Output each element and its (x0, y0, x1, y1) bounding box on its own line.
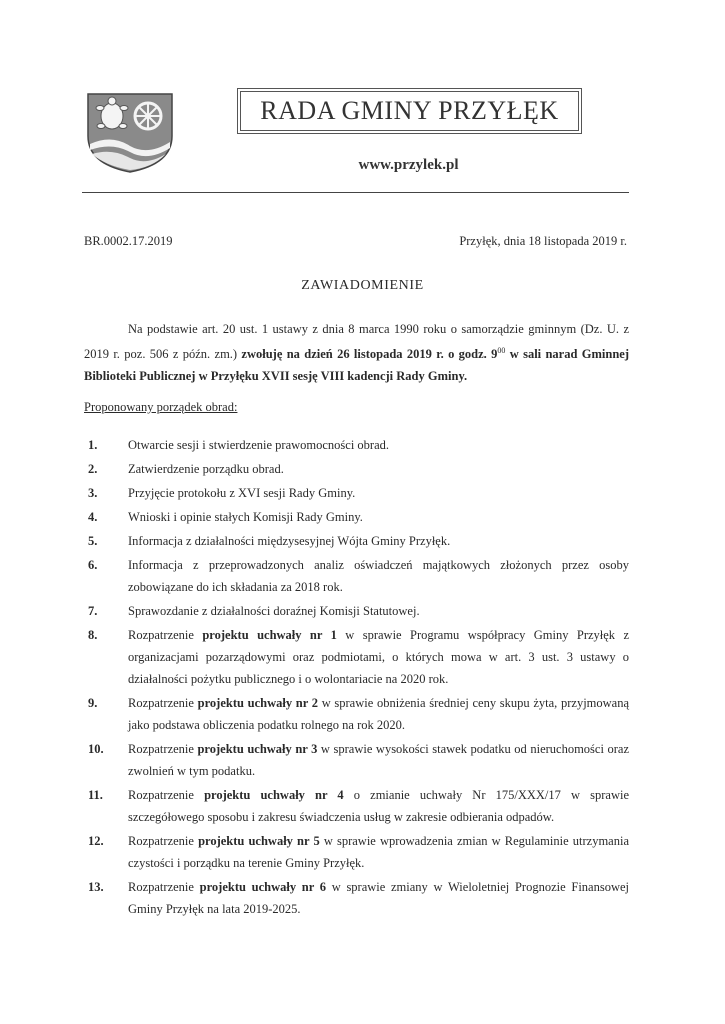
place-date: Przyłęk, dnia 18 listopada 2019 r. (459, 234, 627, 248)
agenda-item-text (128, 830, 629, 874)
agenda-item-post: w sprawie obniżenia średniej ceny skupu żyta, przyjmowaną jako podstawa obliczenia podatku rolnego na rok 2020. (128, 696, 630, 732)
agenda-item-bold: projektu uchwały nr 4 (204, 788, 344, 802)
agenda-item (84, 530, 629, 552)
header-divider (82, 192, 629, 193)
agenda-item-number: 13. (88, 880, 104, 894)
agenda-item-number: 12. (88, 834, 104, 848)
agenda-item-pre: Informacja z działalności międzysesyjnej Wójta Gminy Przyłęk. (128, 534, 451, 548)
agenda-item-pre: Zatwierdzenie porządku obrad. (128, 462, 284, 476)
intro-superscript: 00 (497, 346, 506, 355)
agenda-item-text (128, 458, 629, 480)
agenda-item-post: w sprawie Programu współpracy Gminy Przyłęk z organizacjami pozarządowymi oraz podmiotami, o których mowa w art. 3 ust. 3 ustawy o działalności pożytku publicznego i o wolontariacie na 2020 rok. (128, 628, 630, 686)
intro-text: Na podstawie art. 20 ust. 1 ustawy z dnia 8 marca 1990 roku o samorządzie gminnym (Dz. U. z 2019 r. poz. 506 z późn. zm.) (84, 322, 629, 362)
agenda-item-text (128, 784, 629, 828)
agenda-item-bold: projektu uchwały nr 2 (197, 696, 318, 710)
agenda-item-text (128, 482, 629, 504)
agenda-heading: Proponowany porządek obrad: (84, 400, 238, 414)
agenda-item-pre: Rozpatrzenie (128, 880, 200, 894)
agenda-item (84, 624, 629, 690)
agenda-item (84, 600, 629, 622)
agenda-item-post: w sprawie wysokości stawek podatku od nieruchomości oraz zwolnień w tym podatku. (128, 742, 629, 778)
agenda-item (84, 876, 629, 920)
agenda-item-number: 10. (88, 742, 104, 756)
agenda-item-text (128, 434, 629, 456)
agenda-item (84, 458, 629, 480)
reference-number: BR.0002.17.2019 (84, 234, 173, 248)
agenda-item (84, 482, 629, 504)
intro-paragraph (84, 318, 629, 387)
agenda-item-pre: Sprawozdanie z działalności doraźnej Komisji Statutowej. (128, 604, 420, 618)
agenda-item-text (128, 506, 629, 528)
agenda-item (84, 506, 629, 528)
agenda-item-text (128, 600, 629, 622)
agenda-item-number: 11. (88, 788, 103, 802)
website-link[interactable]: www.przylek.pl (358, 157, 459, 173)
agenda-item-text (128, 738, 629, 782)
agenda-item-post: w sprawie zmiany w Wieloletniej Prognozie Finansowej Gminy Przyłęk na lata 2019-2025. (128, 880, 629, 916)
agenda-item-bold: projektu uchwały nr 3 (197, 742, 318, 756)
agenda-item (84, 830, 629, 874)
agenda-item-number: 3. (88, 486, 98, 500)
agenda-item-pre: Rozpatrzenie (128, 628, 203, 642)
agenda-item-post: w sprawie wprowadzenia zmian w Regulaminie utrzymania czystości i porządku na terenie Gminy Przyłęk. (128, 834, 629, 870)
agenda-item (84, 554, 629, 598)
agenda-item-pre: Przyjęcie protokołu z XVI sesji Rady Gminy. (128, 486, 356, 500)
agenda-item-number: 1. (88, 438, 98, 452)
agenda-item-pre: Rozpatrzenie (128, 788, 205, 802)
coat-of-arms-icon (82, 90, 178, 174)
agenda-item-bold: projektu uchwały nr 5 (198, 834, 320, 848)
agenda-item-number: 2. (88, 462, 98, 476)
agenda-item-text (128, 876, 629, 920)
agenda-item (84, 434, 629, 456)
agenda-item (84, 784, 629, 828)
agenda-item-pre: Rozpatrzenie (128, 834, 199, 848)
agenda-item-number: 5. (88, 534, 98, 548)
agenda-item-bold: projektu uchwały nr 6 (199, 880, 327, 894)
agenda-item-text (128, 530, 629, 552)
agenda-item-text (128, 692, 629, 736)
agenda-item-number: 8. (88, 628, 98, 642)
agenda-item-number: 9. (88, 696, 98, 710)
agenda-item-pre: Rozpatrzenie (128, 742, 198, 756)
agenda-item (84, 692, 629, 736)
agenda-item-number: 7. (88, 604, 98, 618)
agenda-item-pre: Rozpatrzenie (128, 696, 198, 710)
agenda-item-number: 4. (88, 510, 98, 524)
intro-bold-text-2: w sali narad Gminnej Biblioteki Publicznej w Przyłęku XVII sesję VIII kadencji Rady Gminy. (84, 347, 629, 384)
council-title: RADA GMINY PRZYŁĘK (237, 88, 582, 134)
agenda-item-number: 6. (88, 558, 98, 572)
agenda-item-pre: Wnioski i opinie stałych Komisji Rady Gminy. (128, 510, 363, 524)
agenda-item-pre: Informacja z przeprowadzonych analiz oświadczeń majątkowych złożonych przez osoby zobowiązane do ich składania za 2018 rok. (128, 558, 629, 594)
agenda-list (84, 434, 629, 922)
intro-bold-text: zwołuję na dzień 26 listopada 2019 r. o godz. 9 (241, 347, 498, 362)
agenda-item (84, 738, 629, 782)
document-title: ZAWIADOMIENIE (301, 278, 424, 293)
agenda-item-text (128, 554, 629, 598)
agenda-item-pre: Otwarcie sesji i stwierdzenie prawomocności obrad. (128, 438, 390, 452)
agenda-item-post: o zmianie uchwały Nr 175/XXX/17 w sprawie szczegółowego sposobu i zakresu świadczenia usług w zakresie odbierania odpadów. (128, 788, 630, 824)
agenda-item-bold: projektu uchwały nr 1 (202, 628, 337, 642)
agenda-item-text (128, 624, 629, 690)
